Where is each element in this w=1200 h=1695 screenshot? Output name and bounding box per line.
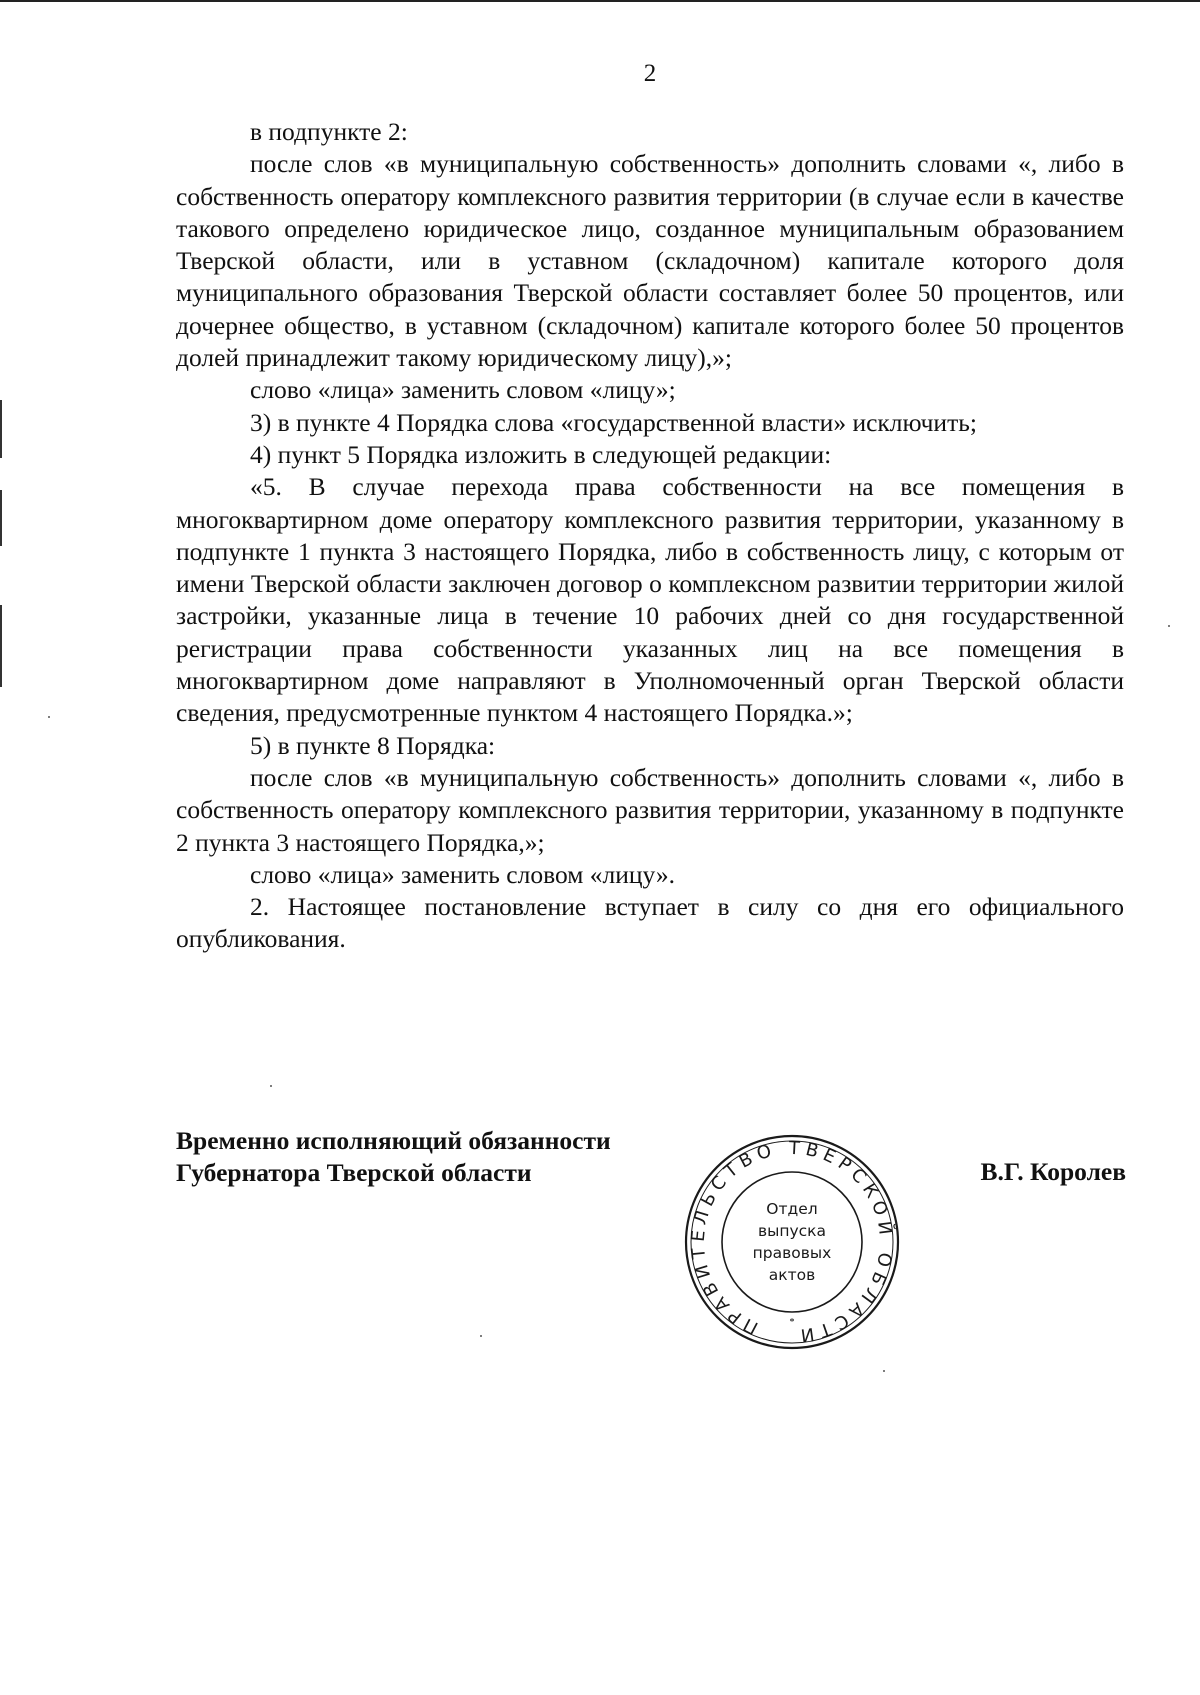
scan-speck (480, 1335, 482, 1337)
paragraph: слово «лица» заменить словом «лицу». (250, 859, 675, 889)
paragraph: слово «лица» заменить словом «лицу»; (250, 375, 676, 405)
paragraph: в подпункте 2: (250, 117, 408, 146)
scan-edge-mark (0, 490, 2, 546)
document-body (176, 116, 1124, 956)
seal-center-line: выпуска (757, 1222, 827, 1240)
official-seal (682, 1132, 902, 1352)
page-number: 2 (643, 60, 657, 87)
signer-name: В.Г. Королев (980, 1157, 1126, 1186)
seal-star: * (789, 1317, 795, 1328)
paragraph: после слов «в муниципальную собственность» дополнить словами «, либо в собственность оператору комплексного развития территории, указанному в подпункте 2 пункта 3 настоящего Порядка,»; (176, 762, 1124, 857)
signature-block (176, 1125, 611, 1189)
seal-inner-ring (722, 1172, 862, 1312)
signer-position-line: Временно исполняющий обязанности (176, 1126, 611, 1155)
scan-edge-mark (0, 605, 2, 687)
seal-center-line: Отдел (766, 1200, 818, 1218)
paragraph: 4) пункт 5 Порядка изложить в следующей редакции: (250, 439, 832, 469)
paragraph: после слов «в муниципальную собственность» дополнить словами «, либо в собственность оператору комплексного развития территории (в случае если в качестве такового определено юридическое лицо, созданное муниципальным образованием Тверской области, или в уставном (складочном) капитале которого доля муниципального образования Тверской области составляет более 50 процентов, или дочернее общество, в уставном (складочном) капитале которого более 50 процентов долей принадлежит такому юридическому лицу),»; (176, 149, 1124, 373)
top-border-line (0, 0, 1200, 2)
scan-speck (1168, 625, 1170, 627)
paragraph: 3) в пункте 4 Порядка слова «государственной власти» исключить; (250, 407, 977, 437)
signer-position-line: Губернатора Тверской области (176, 1158, 532, 1187)
seal-graphic (682, 1132, 902, 1352)
scan-speck (270, 1085, 272, 1087)
seal-center-text (753, 1200, 832, 1284)
scan-speck (48, 716, 50, 718)
seal-ring-text: ПРАВИТЕЛЬСТВО ТВЕРСКОЙ ОБЛАСТИ (687, 1137, 897, 1347)
seal-center-line: правовых (752, 1244, 832, 1262)
paragraph: 2. Настоящее постановление вступает в силу со дня его официального опубликования. (176, 892, 1124, 954)
seal-center-line: актов (768, 1266, 816, 1284)
scan-speck (883, 1370, 885, 1372)
scan-edge-mark (0, 400, 2, 458)
paragraph: 5) в пункте 8 Порядка: (250, 730, 496, 760)
paragraph: «5. В случае перехода права собственности на все помещения в многоквартирном доме оператору комплексного развития территории, указанному в подпункте 1 пункта 3 настоящего Порядка, либо в собственность лицу, с которым от имени Тверской области заключен договор о комплексном развитии территории жилой застройки, указанные лица в течение 10 рабочих дней со дня государственной регистрации права собственности указанных лиц на все помещения в многоквартирном доме направляют в Уполномоченный орган Тверской области сведения, предусмотренные пунктом 4 настоящего Порядка.»; (176, 472, 1124, 728)
